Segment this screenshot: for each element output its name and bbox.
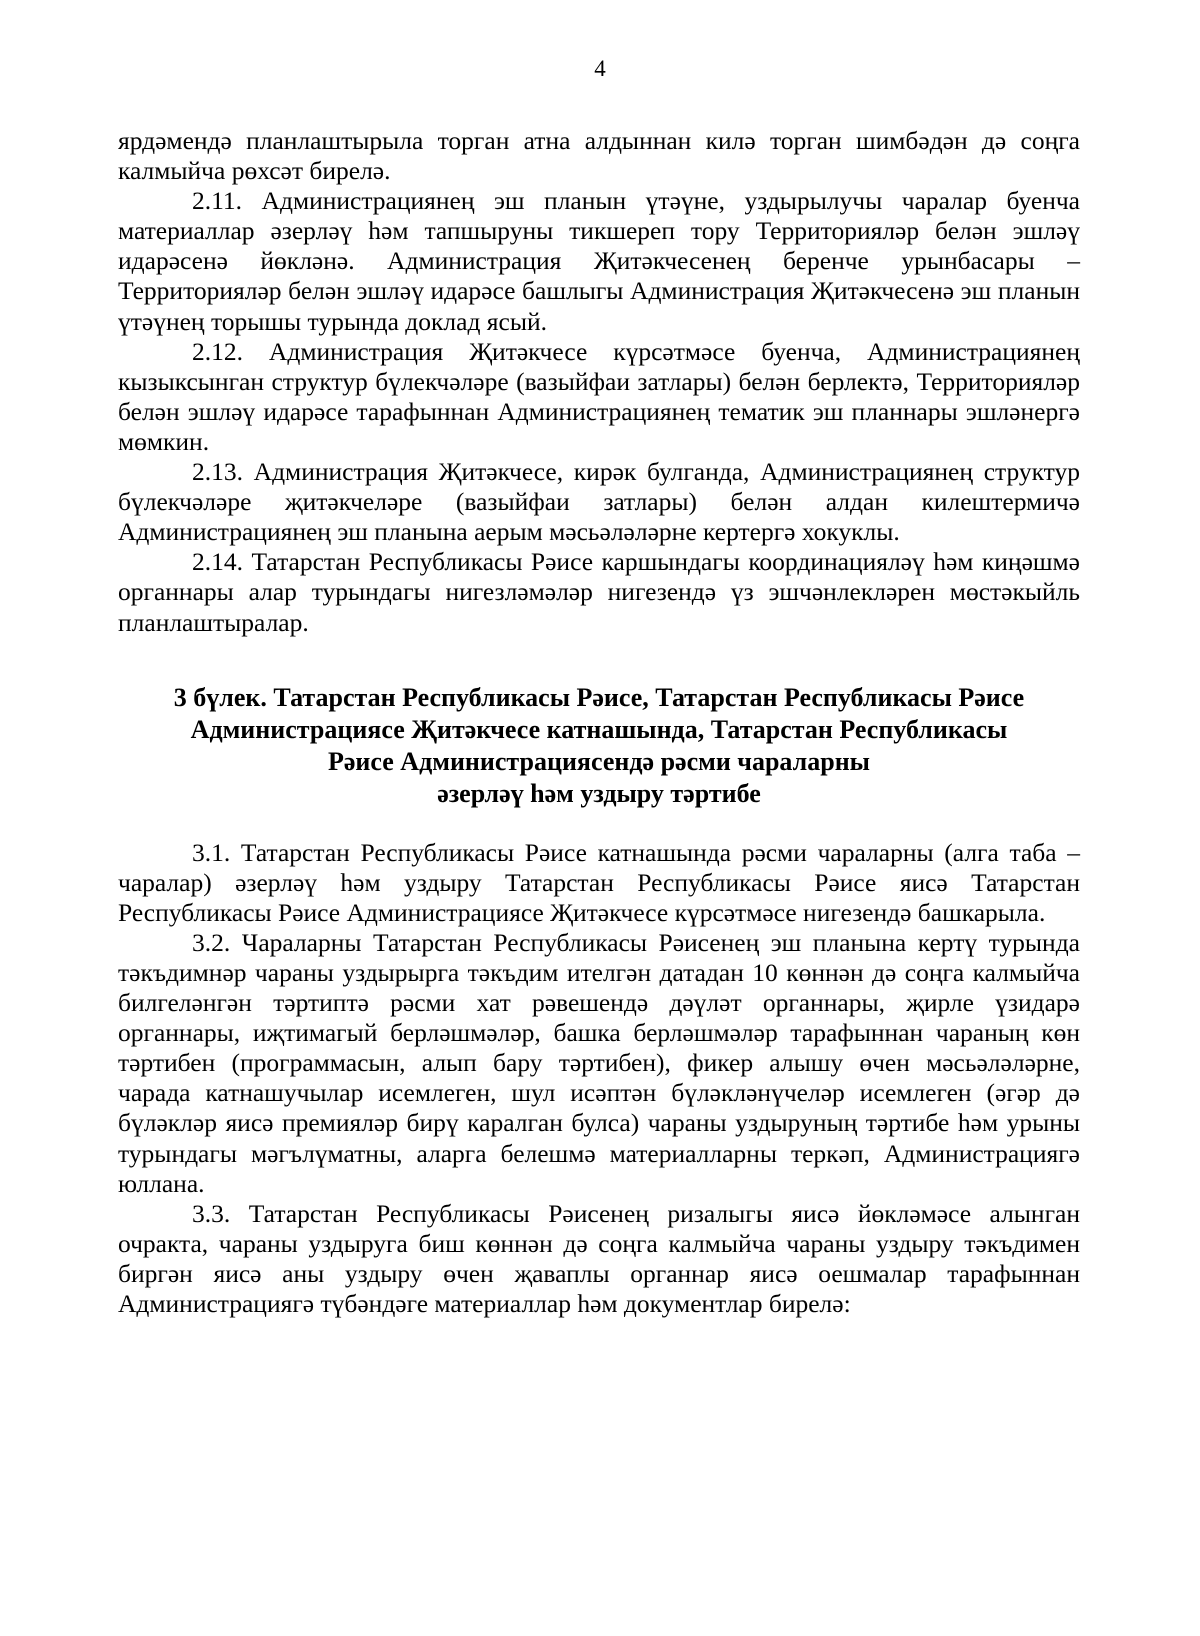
paragraph-3-2: 3.2. Чараларны Татарстан Республикасы Рәисенең эш планына кертү турында тәкъдимнәр чараны уздырырга тәкъдим ителгән датадан 10 көннән дә соңга калмыйча билгеләнгән тәртиптә рәсми хат рәвешендә дәүләт органнары, җирле үзидарә органнары, иҗтимагый берләшмәләр, башка берләшмәләр тарафыннан чараның көн тәртибен (программасын, алып бару тәртибен), фикер алышу өчен мәсьәләләрне, чарада катнашучылар исемлеген, шул исәптән бүләкләнүчеләр исемлеген (әгәр дә бүләкләр яисә премияләр бирү каралган булса) чараны уздыруның тәртибе һәм урыны турындагы мәгълүматны, аларга белешмә материалларны теркәп, Администрациягә юллана.: [118, 927, 1080, 1198]
page-number: 4: [594, 56, 606, 81]
paragraph-3-3: 3.3. Татарстан Республикасы Рәисенең ризалыгы яисә йөкләмәсе алынган очракта, чараны уздыруга биш көннән дә соңга калмыйча чараны уздыру тәкъдимен биргән яисә аны уздыру өчен җаваплы органнар яисә оешмалар тарафыннан Администрациягә түбәндәге материаллар һәм документлар бирелә:: [118, 1198, 1080, 1318]
section-3-heading: [118, 682, 1080, 810]
section-heading-line: Администрациясе Җитәкчесе катнашында, Татарстан Республикасы: [190, 714, 1008, 744]
section-heading-line: 3 бүлек. Татарстан Республикасы Рәисе, Татарстан Республикасы Рәисе: [173, 682, 1025, 712]
paragraph-2-14: 2.14. Татарстан Республикасы Рәисе каршындагы координацияләү һәм киңәшмә органнары алар турындагы нигезләмәләр нигезендә үз эшчәнлекләрен мөстәкыйль планлаштыралар.: [118, 547, 1080, 637]
paragraph-2-13: 2.13. Администрация Җитәкчесе, кирәк булганда, Администрациянең структур бүлекчәләре җитәкчеләре (вазыйфаи затлары) белән алдан килештермичә Администрациянең эш планына аерым мәсьәләләрне кертергә хокуклы.: [118, 457, 1080, 547]
section-heading-line: Рәисе Администрациясендә рәсми чараларны: [328, 746, 870, 776]
continuation-paragraph: ярдәмендә планлаштырыла торган атна алдыннан килә торган шимбәдән дә соңга калмыйча рөхсәт бирелә.: [118, 126, 1080, 186]
paragraph-2-11: 2.11. Администрациянең эш планын үтәүне, уздырылучы чаралар буенча материаллар әзерләү һәм тапшыруны тикшереп тору Территорияләр белән эшләү идарәсенә йөкләнә. Администрация Җитәкчесенең беренче урынбасары – Территорияләр белән эшләү идарәсе башлыгы Администрация Җитәкчесенә эш планын үтәүнең торышы турында доклад ясый.: [118, 186, 1080, 336]
paragraph-2-12: 2.12. Администрация Җитәкчесе күрсәтмәсе буенча, Администрациянең кызыксынган структур бүлекчәләре (вазыйфаи затлары) белән берлектә, Территорияләр белән эшләү идарәсе тарафыннан Администрациянең тематик эш планнары эшләнергә мөмкин.: [118, 336, 1080, 456]
section-heading-line: әзерләү һәм уздыру тәртибе: [437, 778, 761, 808]
document-body: [118, 126, 1080, 1319]
paragraph-3-1: 3.1. Татарстан Республикасы Рәисе катнашында рәсми чараларны (алга таба – чаралар) әзерләү һәм уздыру Татарстан Республикасы Рәисе яисә Татарстан Республикасы Рәисе Администрациясе Җитәкчесе күрсәтмәсе нигезендә башкарыла.: [118, 837, 1080, 927]
